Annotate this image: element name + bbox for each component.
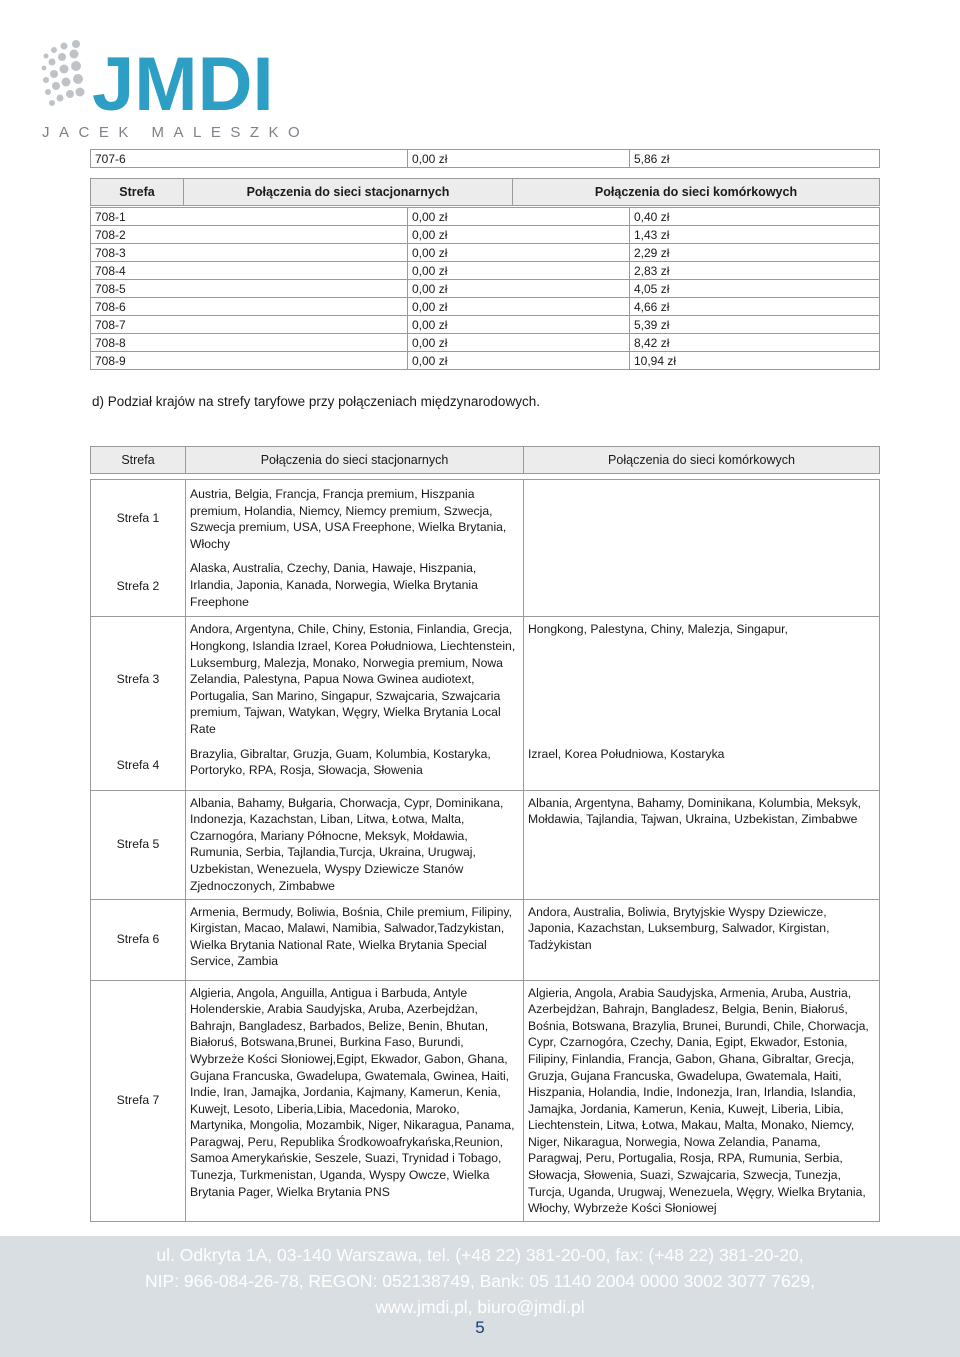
zone-code: 707-6 [91, 150, 408, 168]
fixed-rate: 0,00 zł [408, 352, 630, 370]
fixed-rate: 0,00 zł [408, 226, 630, 244]
zone-mobile-countries: Izrael, Korea Południowa, Kostaryka [524, 742, 880, 791]
zone-mobile-countries: Algieria, Angola, Arabia Saudyjska, Armenia, Aruba, Austria, Azerbejdżan, Bahrajn, Bangladesz, Belgia, Benin, Białoruś, Bośnia, Botswana, Brazylia, Brunei, Burundi, Chile, Chorwacja, Cypr, Czarnogóra, Czechy, Dania, Egipt, Ekwador, Estonia, Filipiny, Finlandia, Francja, Gabon, Ghana, Gibraltar, Grecja, Gruzja, Gujana Francuska, Gwadelupa, Gwatemala, Haiti, Hiszpania, Holandia, Indie, Indonezja, Iran, Irlandia, Islandia, Jamajka, Jordania, Kamerun, Kenia, Kuwejt, Liberia, Libia, Liechtenstein, Litwa, Łotwa, Makau, Malta, Monako, Niemcy, Niger, Nikaragua, Norwegia, Nowa Zelandia, Panama, Paragwaj, Peru, Portugalia, Rosja, RPA, Rumunia, Serbia, Słowacja, Słowenia, Suazi, Szwajcaria, Szwecja, Tunezja, Turcja, Uganda, Urugwaj, Wenezuela, Węgry, Wielka Brytania, Włochy, Wybrzeże Kości Słoniowej [524, 980, 880, 1221]
mobile-rate: 2,29 zł [630, 244, 880, 262]
svg-text:JACEK MALESZKO: JACEK MALESZKO [42, 124, 310, 141]
zone-fixed-countries: Albania, Bahamy, Bułgaria, Chorwacja, Cypr, Dominikana, Indonezja, Kazachstan, Liban, Litwa, Łotwa, Malta, Czarnogóra, Mariany Północne, Meksyk, Mołdawia, Rumunia, Serbia, Tajlandia,Turcja, Ukraina, Urugwaj, Uzbekistan, Wenezuela, Wyspy Dziewicze Stanów Zjednoczonych, Zimbabwe [186, 790, 524, 899]
zones-header-mobile: Połączenia do sieci komórkowych [524, 447, 880, 474]
rate-rows [90, 207, 880, 370]
fixed-rate: 0,00 zł [408, 244, 630, 262]
table-row [91, 899, 880, 980]
fixed-rate: 0,00 zł [408, 334, 630, 352]
zones-header-zone: Strefa [91, 447, 186, 474]
zone-fixed-countries: Brazylia, Gibraltar, Gruzja, Guam, Kolumbia, Kostaryka, Portoryko, RPA, Rosja, Słowacja, Słowenia [186, 742, 524, 791]
footer-address: ul. Odkryta 1A, 03-140 Warszawa, tel. (+48 22) 381-20-00, fax: (+48 22) 381-20-20, [156, 1245, 804, 1265]
zone-code: 708-9 [91, 352, 408, 370]
zone-fixed-countries: Austria, Belgia, Francja, Francja premium, Hiszpania premium, Holandia, Niemcy, Niemcy premium, Szwecja, Szwecja premium, USA, USA Freephone, Wielka Brytania, Włochy [186, 480, 524, 557]
section-heading: d) Podział krajów na strefy taryfowe przy połączeniach międzynarodowych. [92, 394, 540, 409]
zone-code: 708-7 [91, 316, 408, 334]
mobile-rate: 5,86 zł [630, 150, 880, 168]
table-row [91, 742, 880, 791]
table-row [91, 226, 880, 244]
mobile-rate: 4,66 zł [630, 298, 880, 316]
zone-mobile-countries: Andora, Australia, Boliwia, Brytyjskie Wyspy Dziewicze, Japonia, Kazachstan, Luksemburg, Salwador, Kirgistan, Tadżykistan [524, 899, 880, 980]
table-row [91, 480, 880, 557]
table-row [91, 280, 880, 298]
fixed-rate: 0,00 zł [408, 316, 630, 334]
mobile-rate: 1,43 zł [630, 226, 880, 244]
footer-contact: www.jmdi.pl, biuro@jmdi.pl [375, 1297, 585, 1317]
mobile-rate: 5,39 zł [630, 316, 880, 334]
logo-sphere-icon [42, 40, 85, 106]
zone-code: 708-4 [91, 262, 408, 280]
zone-fixed-countries: Armenia, Bermudy, Boliwia, Bośnia, Chile premium, Filipiny, Kirgistan, Macao, Malawi, Namibia, Salwador,Tadzykistan, Wielka Brytania National Rate, Wielka Brytania Special Service, Zambia [186, 899, 524, 980]
zone-name: Strefa 5 [91, 790, 186, 899]
fixed-rate: 0,00 zł [408, 262, 630, 280]
zone-fixed-countries: Algieria, Angola, Anguilla, Antigua i Barbuda, Antyle Holenderskie, Arabia Saudyjska, Aruba, Azerbejdżan, Bahrajn, Bangladesz, Barbados, Belize, Benin, Bhutan, Białoruś, Botswana,Brunei, Burkina Faso, Burundi, Wybrzeże Kości Słoniowej,Egipt, Ekwador, Gabon, Ghana, Gujana Francuska, Gwadelupa, Gwatemala, Gwinea, Haiti, Indie, Iran, Jamajka, Jordania, Kajmany, Kamerun, Kenia, Kuwejt, Lesoto, Liberia,Libia, Macedonia, Maroko, Martynika, Mongolia, Mozambik, Niger, Nikaragua, Panama, Paragwaj, Peru, Republika Środkowoafrykańska,Reunion, Samoa Amerykańskie, Seszele, Suazi, Trynidad i Tobago, Tunezja, Turkmenistan, Uganda, Wyspy Owcze, Wielka Brytania Pager, Wielka Brytania PNS [186, 980, 524, 1221]
table-row [91, 244, 880, 262]
zone-code: 708-8 [91, 334, 408, 352]
table-row [91, 316, 880, 334]
table-row [91, 262, 880, 280]
fixed-rate: 0,00 zł [408, 298, 630, 316]
zone-code: 708-6 [91, 298, 408, 316]
mobile-rate: 4,05 zł [630, 280, 880, 298]
table-row [91, 980, 880, 1221]
zone-mobile-countries [524, 480, 880, 617]
zone-fixed-countries: Andora, Argentyna, Chile, Chiny, Estonia, Finlandia, Grecja, Hongkong, Islandia Izrael, Korea Południowa, Liechtenstein, Luksemburg, Malezja, Monako, Norwegia premium, Nowa Zelandia, Palestyna, Papua Nowa Gwinea audiotext, Portugalia, San Marino, Singapur, Szwajcaria, Szwajcaria premium, Tajwan, Watykan, Węgry, Wielka Brytania Local Rate [186, 617, 524, 742]
mobile-rate: 8,42 zł [630, 334, 880, 352]
mobile-rate: 10,94 zł [630, 352, 880, 370]
zone-mobile-countries: Hongkong, Palestyna, Chiny, Malezja, Singapur, [524, 617, 880, 742]
zone-code: 708-1 [91, 208, 408, 226]
fixed-rate: 0,00 zł [408, 208, 630, 226]
table-row [91, 334, 880, 352]
zones-header-fixed: Połączenia do sieci stacjonarnych [186, 447, 524, 474]
table-row [91, 298, 880, 316]
zone-mobile-countries: Albania, Argentyna, Bahamy, Dominikana, Kolumbia, Meksyk, Mołdawia, Tajlandia, Tajwan, Ukraina, Uzbekistan, Zimbabwe [524, 790, 880, 899]
zone-name: Strefa 4 [91, 742, 186, 791]
table-row [91, 790, 880, 899]
zone-name: Strefa 1 [91, 480, 186, 557]
zone-name: Strefa 2 [91, 556, 186, 617]
fixed-rate: 0,00 zł [408, 280, 630, 298]
rate-table-top [90, 149, 880, 168]
rate-table [90, 178, 880, 206]
zone-code: 708-5 [91, 280, 408, 298]
footer-company-ids: NIP: 966-084-26-78, REGON: 052138749, Bank: 05 1140 2004 0000 3002 3077 7629, [144, 1271, 816, 1291]
jmdi-logo [40, 38, 340, 143]
header-fixed: Połączenia do sieci stacjonarnych [184, 179, 513, 206]
table-row [91, 208, 880, 226]
zone-name: Strefa 7 [91, 980, 186, 1221]
fixed-rate: 0,00 zł [408, 150, 630, 168]
table-row [91, 352, 880, 370]
table-row [91, 617, 880, 742]
page-footer [0, 1236, 960, 1357]
zone-name: Strefa 6 [91, 899, 186, 980]
zone-name: Strefa 3 [91, 617, 186, 742]
page-number: 5 [475, 1318, 485, 1337]
zone-code: 708-3 [91, 244, 408, 262]
header-mobile: Połączenia do sieci komórkowych [513, 179, 880, 206]
zone-fixed-countries: Alaska, Australia, Czechy, Dania, Hawaje, Hiszpania, Irlandia, Japonia, Kanada, Norwegia, Wielka Brytania Freephone [186, 556, 524, 617]
svg-text:JMDI: JMDI [92, 42, 274, 127]
mobile-rate: 0,40 zł [630, 208, 880, 226]
mobile-rate: 2,83 zł [630, 262, 880, 280]
header-zone: Strefa [91, 179, 184, 206]
zones-table [90, 446, 880, 1222]
zone-code: 708-2 [91, 226, 408, 244]
